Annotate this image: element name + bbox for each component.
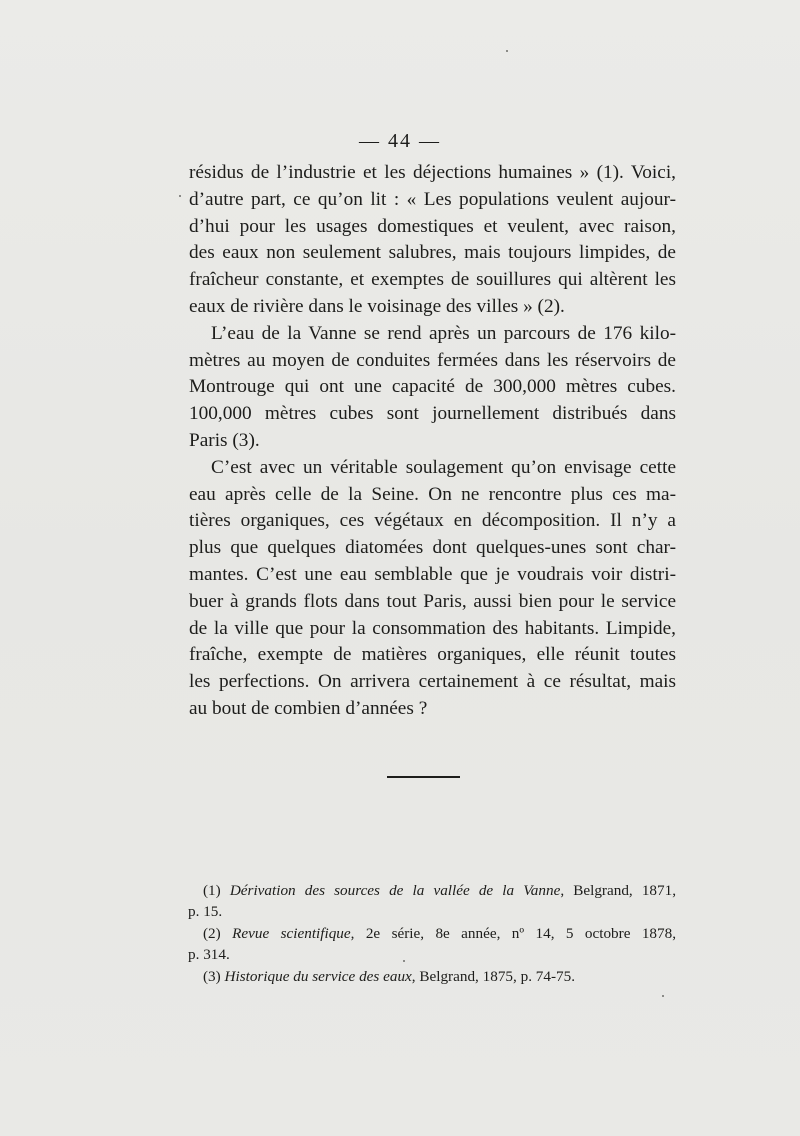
text-line: plus que quelques diatomées dont quelques-unes sont char- — [189, 537, 676, 559]
text-line: tières organiques, ces végétaux en décomposition. Il n’y a — [189, 510, 676, 532]
footnote-2 — [188, 923, 676, 966]
body-text — [189, 160, 676, 723]
page-number: — 44 — — [359, 130, 441, 152]
paper-speck — [403, 960, 405, 962]
text-line: Montrouge qui ont une capacité de 300,000 mètres cubes. — [189, 376, 676, 398]
paper-speck — [506, 50, 508, 52]
footnote-title: Dérivation des sources de la vallée de la Vanne — [229, 882, 561, 899]
text-line: eau après celle de la Seine. On ne rencontre plus ces ma- — [189, 483, 676, 505]
footnote-line: p. 314. — [188, 946, 230, 964]
text-line: résidus de l’industrie et les déjections humaines » (1). Voici, — [189, 162, 676, 183]
paragraph-3 — [189, 455, 676, 723]
text-line: d’autre part, ce qu’on lit : « Les populations veulent aujour- — [189, 188, 676, 210]
text-line: C’est avec un véritable soulagement qu’on envisage cette — [211, 456, 676, 478]
footnote-text: , Belgrand, 1871, — [560, 882, 676, 899]
footnotes — [188, 880, 676, 987]
footnote-line: p. 15. — [188, 903, 223, 921]
text-line: fraîche, exempte de matières organiques, elle réunit toutes — [189, 644, 676, 666]
text-line: des eaux non seulement salubres, mais toujours limpides, de — [189, 242, 676, 264]
paragraph-2 — [189, 321, 676, 455]
paper-speck — [662, 995, 664, 997]
text-line: eaux de rivière dans le voisinage des villes » (2). — [189, 295, 565, 317]
footnote-1 — [188, 880, 676, 923]
paper-speck — [179, 195, 181, 197]
footnote-title: Revue scientifique — [232, 924, 351, 942]
text-line: 100,000 mètres cubes sont journellement distribués dans — [189, 403, 676, 425]
text-line: au bout de combien d’années ? — [189, 697, 428, 719]
text-line: d’hui pour les usages domestiques et veulent, avec raison, — [189, 215, 676, 237]
text-line: mantes. C’est une eau semblable que je voudrais voir distri- — [189, 563, 676, 585]
footnote-text: , Belgrand, 1875, p. 74-75. — [411, 967, 576, 985]
footnote-title: Historique du service des eaux — [224, 967, 412, 985]
footnote-text: , 2e série, 8e année, nº 14, 5 octobre 1878, — [350, 924, 677, 942]
footnote-line — [188, 966, 676, 987]
footnote-separator — [387, 776, 460, 778]
text-line: Paris (3). — [189, 429, 260, 451]
footnote-marker: (1) — [203, 882, 221, 899]
footnote-line — [188, 923, 676, 944]
footnote-marker: (3) — [203, 967, 221, 985]
paragraph-1 — [189, 160, 676, 321]
text-line: mètres au moyen de conduites fermées dans les réservoirs de — [189, 349, 676, 371]
footnote-3 — [188, 966, 676, 987]
text-line: buer à grands flots dans tout Paris, aussi bien pour le service — [189, 590, 676, 612]
footnote-marker: (2) — [203, 924, 221, 942]
text-line: les perfections. On arrivera certainement à ce résultat, mais — [189, 671, 676, 693]
text-line: de la ville que pour la consommation des habitants. Limpide, — [189, 617, 676, 639]
footnote-line — [188, 880, 676, 901]
text-line: fraîcheur constante, et exemptes de souillures qui altèrent les — [189, 269, 676, 291]
text-line: L’eau de la Vanne se rend après un parcours de 176 kilo- — [211, 322, 676, 344]
